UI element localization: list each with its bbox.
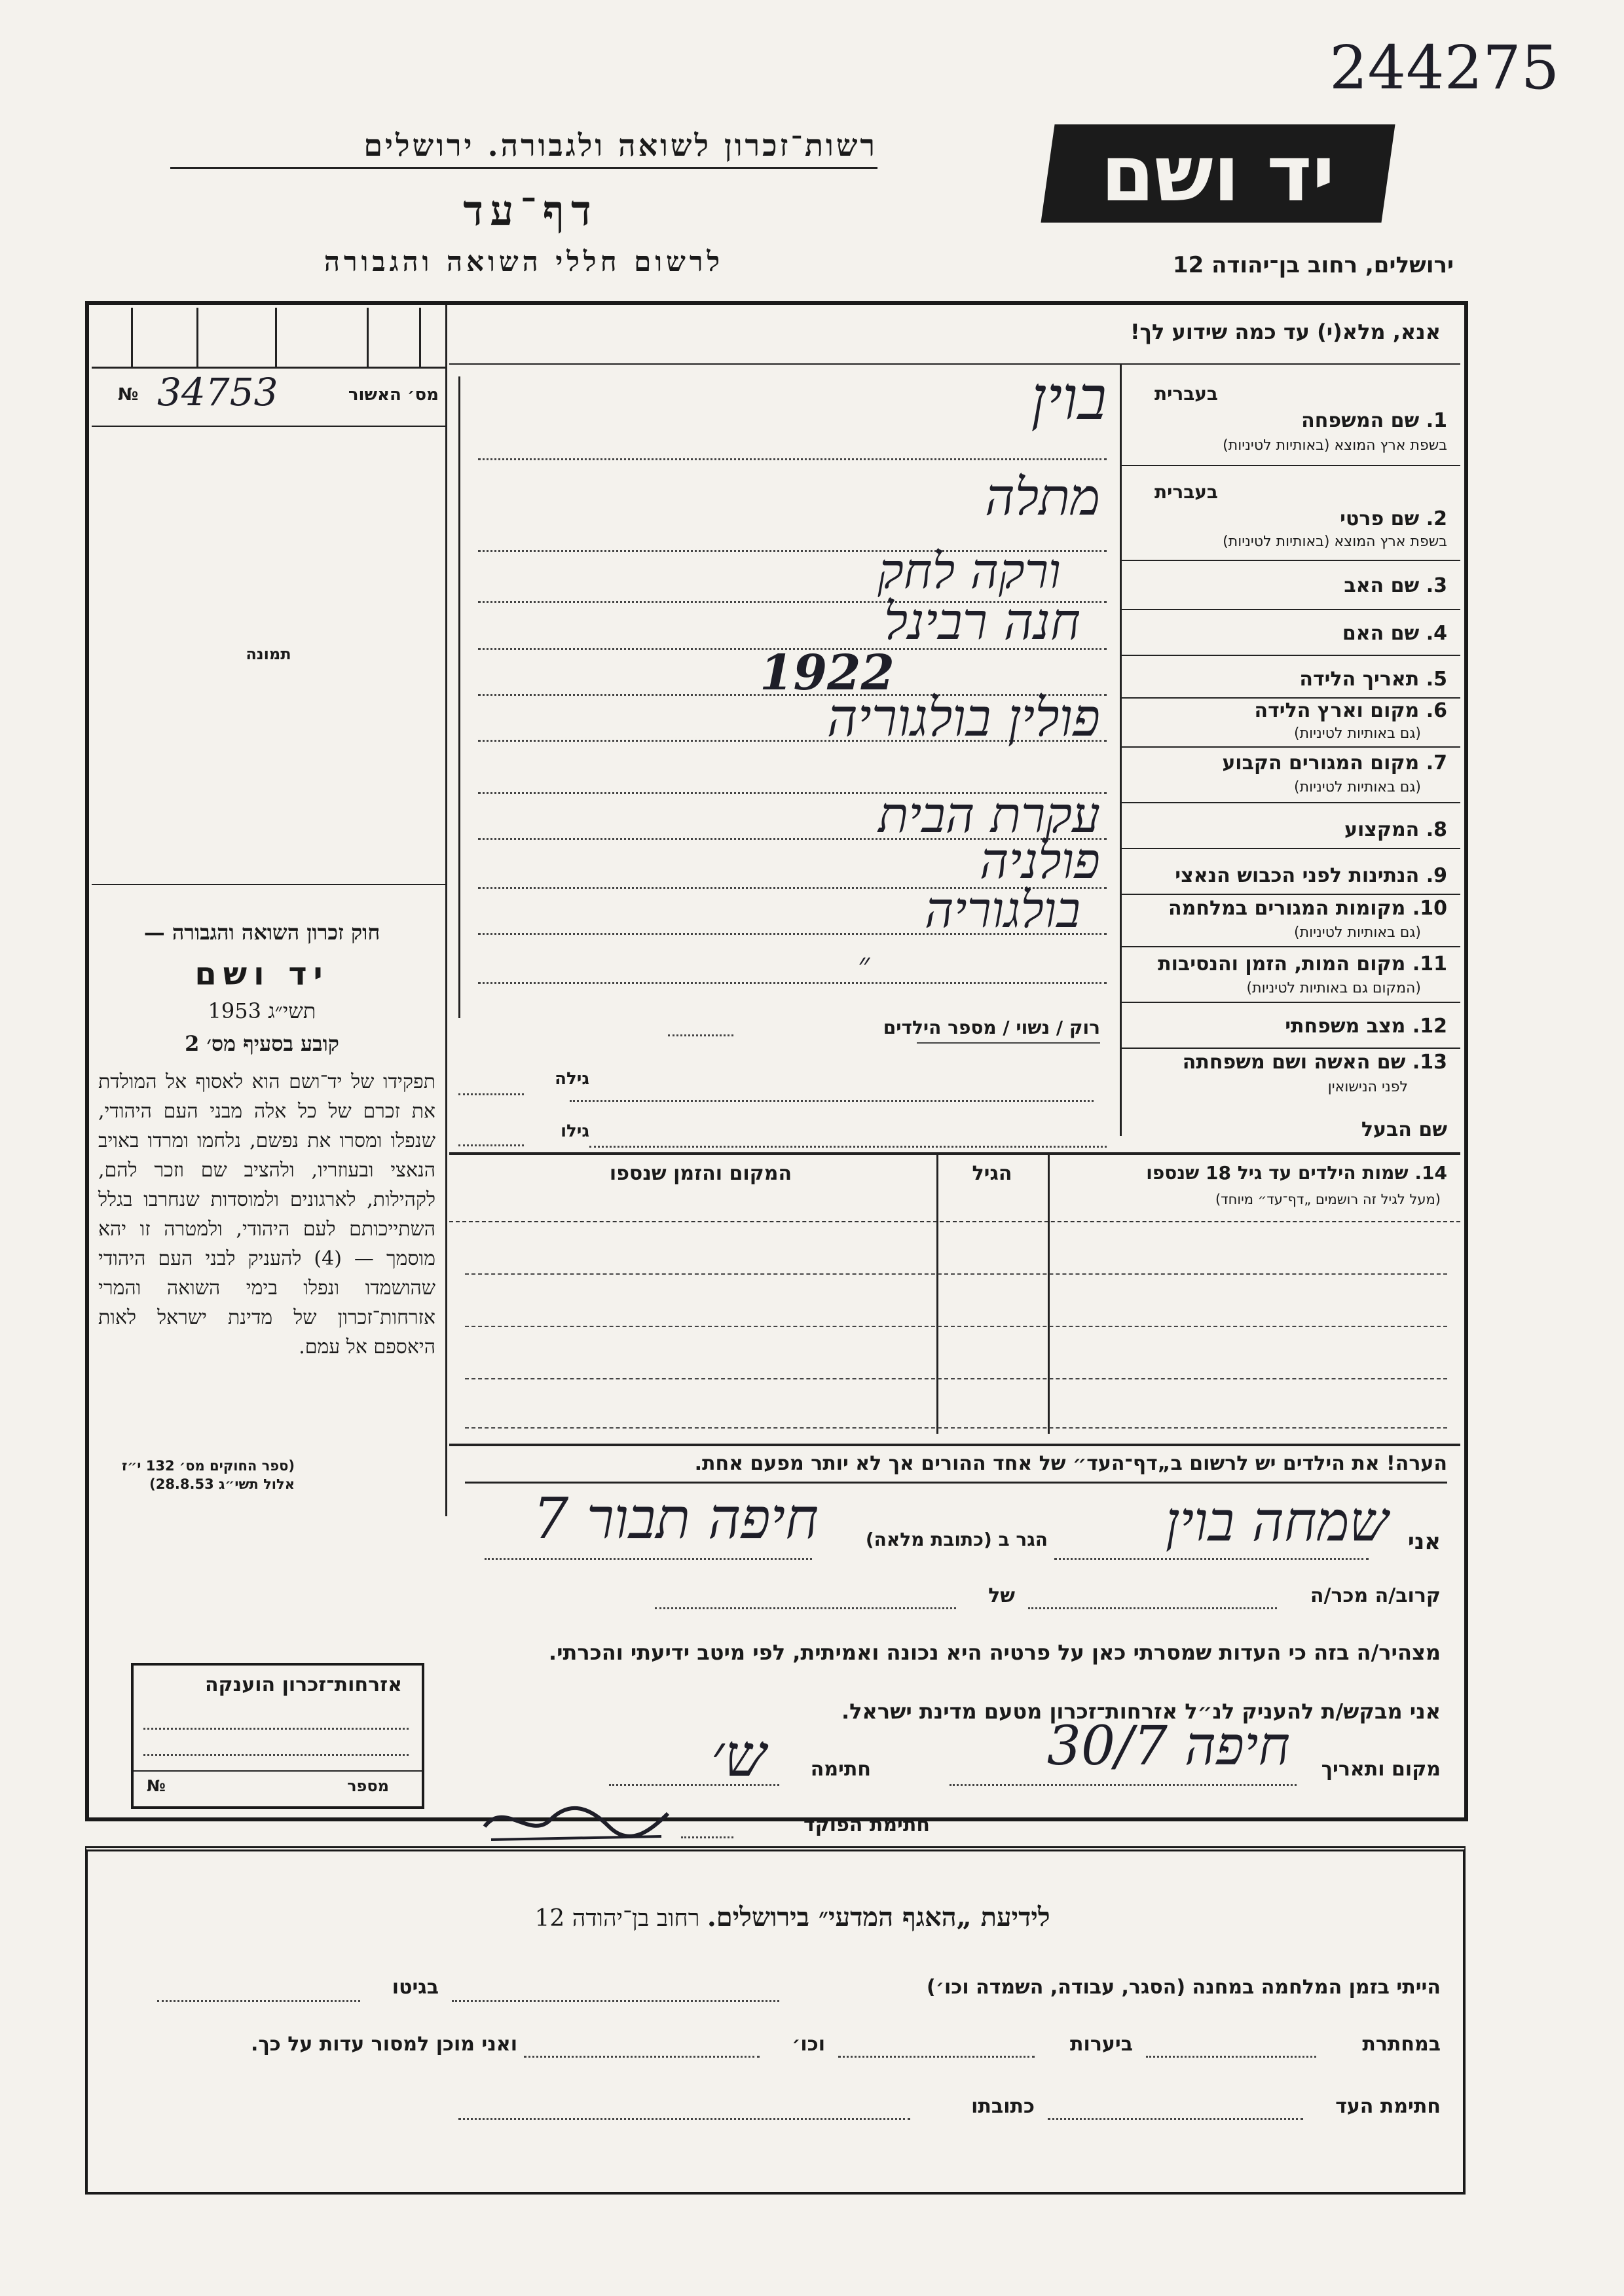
law-text: תפקידו של יד־ושם הוא לאסוף אל המולדת את זכרם של כל אלה מבני העם היהודי, שנפלו ומסרו את נפשם, נלחמו ומרדו באויב הנאצי ובעוזריו, ולהציב שם וזכר להם, לקהילות, לארגונים ולמוסדות שנחרבו בגלל השתייכותם לעם היהודי, ולמטרה זו יהא מוסמך — (4) להעניק לבני העם היהודי שהושמדו ונפלו בימי השואה והמרי אזרחות־זכרון של מדינת ישראל לאות היאספם אל עמם. [98, 1070, 435, 1358]
field-2-value: מתלה [985, 468, 1100, 527]
no-sign: № [118, 385, 139, 405]
field-2-sub: בשפת ארץ המוצא (באותיות לטיניות) [1223, 534, 1447, 550]
place-date-value: חיפה 30/7 [1046, 1715, 1290, 1777]
field-6-sub: (גם באותיות לטיניות) [1294, 725, 1421, 742]
field-7-label: 7. מקום המגורים הקבוע [1222, 752, 1447, 774]
bottom-frame [85, 1846, 1466, 2195]
citizenship-no-sign: № [147, 1777, 166, 1795]
field-9-value: פולניה [980, 831, 1100, 890]
header-address: ירושלים, רחוב בן־יהודה 12 [1172, 252, 1454, 278]
children-note: הערה! את הילדים יש לרשום ב„דף־העד״ של אחד ההורים אך לא יותר מפעם אחת. [465, 1452, 1447, 1484]
citizenship-title: אזרחות־זכרון הוענקה [204, 1673, 402, 1696]
underground-label: במחתרת [1362, 2033, 1441, 2056]
children-sub: (מעל לגיל זה רושמים „דף־עד״ מיוחד) [1215, 1192, 1441, 1207]
field-3-label: 3. שם האב [1344, 574, 1447, 597]
field-13-label: 13. שם האשה ושם משפחתה [1182, 1051, 1447, 1074]
field-8-value: עקרת הבית [878, 786, 1100, 844]
bottom-address: רחוב בן־יהודה 12 [534, 1905, 700, 1932]
law-name: יד ושם [194, 956, 329, 993]
field-5-label: 5. תאריך הלידה [1299, 668, 1447, 691]
age-label-m: גילו [561, 1121, 589, 1141]
of-label: של [988, 1584, 1015, 1607]
resides-label: הגר ב (כתובת מלאה) [865, 1529, 1048, 1550]
field-11-label: 11. מקום המות, הזמן והנסיבות [1158, 953, 1447, 975]
forests-label: ביערות [1070, 2033, 1133, 2056]
place-date-label: מקום ותאריך [1321, 1758, 1441, 1781]
children-col-place: המקום והזמן שנספו [609, 1162, 792, 1185]
field-4-label: 4. שם האם [1342, 622, 1447, 645]
field-12-label: 12. מצב משפחתי [1285, 1015, 1447, 1038]
citizenship-number-label: מספר [347, 1777, 389, 1795]
logo-text: יד ושם [1101, 128, 1335, 219]
children-col-age: הגיל [972, 1162, 1012, 1185]
instruction: אנא, מלא(י) עד כמה שידוע לך! [1130, 319, 1441, 344]
authority-line: רשות־זכרון לשואה ולגבורה. ירושלים [170, 128, 877, 169]
field-2-label: 2. שם פרטי [1340, 507, 1447, 530]
approval-box-top [92, 308, 445, 369]
field-3-value: ורקה לחק [877, 543, 1061, 600]
officer-signature-stroke [478, 1794, 674, 1849]
approval-label: מס׳ האשור [348, 385, 439, 405]
bottom-title-text: לידיעת „האגף המדעי״ בירושלים. [707, 1902, 1050, 1933]
field-1-value: בוין [1031, 363, 1107, 433]
witness-address-label: כתובתו [971, 2095, 1035, 2118]
archive-number: 244275 [1329, 33, 1560, 103]
husband-label: שם הבעל [1361, 1118, 1447, 1141]
signature-value: ש׳ [710, 1722, 766, 1791]
field-5-value: 1922 [760, 645, 895, 701]
citizenship-request: אני מבקש/ת להעניק לנ״ל אזרחות־זכרון מטעם מדינת ישראל. [841, 1699, 1441, 1724]
field-9-label: 9. הנתינות לפני הכבוש הנאצי [1175, 864, 1447, 887]
law-reference: (ספר החוקים מס׳ 132 י״ז אלול תשי״ג 28.8.53) [121, 1458, 295, 1492]
field-11-value: ״ [858, 946, 870, 983]
yad-vashem-logo [1041, 124, 1395, 223]
field-13-sub: לפני הנישואין [1327, 1079, 1408, 1095]
address-value: חיפה תבור 7 [532, 1486, 819, 1552]
form-subtitle: לרשום חללי השואה והגבורה [323, 246, 724, 278]
officer-signature-label: חתימת הפוקד [803, 1813, 930, 1836]
approval-number: 34753 [157, 370, 278, 414]
photo-label: תמונה [246, 645, 291, 663]
field-1-label: 1. שם המשפחה [1301, 409, 1447, 432]
age-label-f: גילה [555, 1069, 589, 1089]
relative-label: קרוב/ה מכר/ה [1310, 1584, 1441, 1607]
law-year: תשי״ג 1953 [208, 998, 316, 1023]
etc-label: וכו׳ [792, 2033, 825, 2056]
citizenship-box [131, 1663, 424, 1809]
field-11-sub: (המקום גם באותיות לטיניות) [1246, 980, 1421, 996]
declaration-statement: מצהיר/ה בזה כי העדות שמסרתי כאן על פרטיה היא נכונה ואמיתית, לפי מיטב ידיעתי והכרתי. [548, 1640, 1441, 1665]
field-8-label: 8. המקצוע [1344, 818, 1447, 841]
marital-options: רוק / נשוי / מספר הילדים [883, 1017, 1100, 1038]
field-6-label: 6. מקום וארץ הלידה [1254, 699, 1447, 722]
law-title: חוק זכרון השואה והגבורה — [143, 920, 380, 945]
law-clause: קובע בסעיף מס׳ 2 [185, 1031, 339, 1056]
camp-label: הייתי בזמן המלחמה במחנה (הסגר, עבודה, השמדה וכו׳) [927, 1976, 1441, 1999]
field-10-value: בולגוריה [925, 881, 1080, 939]
field-10-sub: (גם באותיות לטיניות) [1294, 924, 1421, 941]
field-7-sub: (גם באותיות לטיניות) [1294, 779, 1421, 795]
form-title: דף־עד [463, 187, 598, 236]
in-hebrew-label-1: בעברית [1154, 383, 1218, 405]
field-4-value: חנה רבינל [883, 592, 1080, 651]
ready-testify-label: ואני מוכן למסור עדות על כך. [251, 2033, 517, 2056]
declaration-i-label: אני [1407, 1529, 1441, 1555]
ghetto-label: בגיטו [392, 1976, 439, 1999]
field-1-sub: בשפת ארץ המוצא (באותיות לטיניות) [1223, 437, 1447, 454]
field-6-value: פולין בולגוריה [826, 687, 1100, 748]
bottom-title [367, 1902, 1218, 1933]
signature-label: חתימה [810, 1758, 871, 1781]
field-10-label: 10. מקומות המגורים במלחמה [1168, 897, 1447, 920]
witness-name: שמחה בוין [1165, 1489, 1388, 1554]
witness-signature-label: חתימת העד [1335, 2095, 1441, 2118]
in-hebrew-label-2: בעברית [1154, 481, 1218, 503]
children-label: 14. שמות הילדים עד גיל 18 שנספו [1146, 1162, 1447, 1184]
